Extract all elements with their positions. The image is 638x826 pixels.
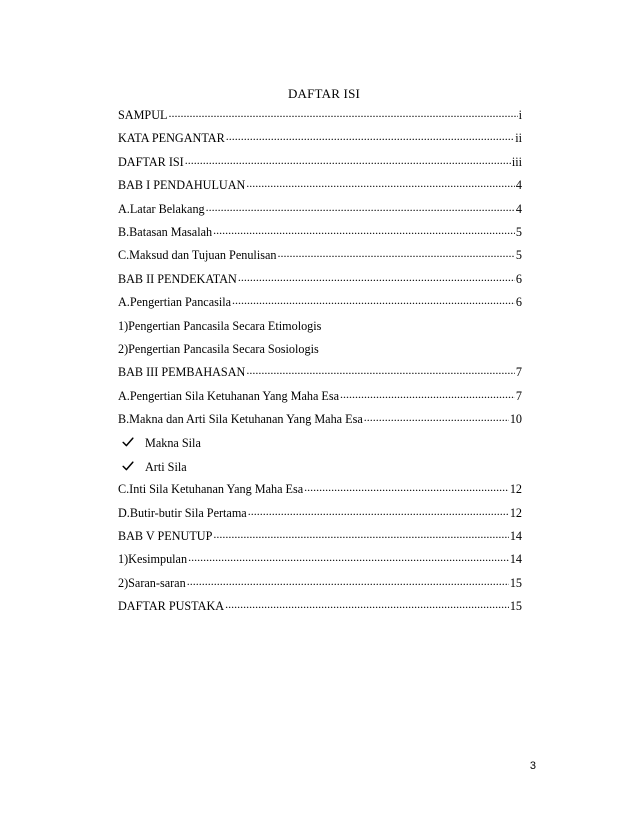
toc-entry-page: 14 — [509, 552, 522, 567]
toc-entry-label: 2)Saran-saran — [118, 575, 186, 590]
toc-entry-page: 12 — [509, 505, 522, 520]
toc-entry-page: 5 — [515, 248, 522, 263]
toc-entry-page: 7 — [515, 365, 522, 380]
toc-entry — [118, 319, 522, 342]
toc-leader-dots — [188, 553, 509, 563]
table-of-contents — [118, 108, 522, 623]
toc-leader-dots — [226, 132, 514, 142]
toc-entry — [118, 295, 522, 318]
toc-entry-label: 1)Kesimpulan — [118, 552, 188, 567]
toc-leader-dots — [187, 577, 509, 587]
toc-entry-label: Arti Sila — [145, 459, 187, 474]
toc-entry-label: D.Butir-butir Sila Pertama — [118, 505, 247, 520]
toc-entry-page: i — [518, 108, 522, 122]
toc-entry-label: C.Inti Sila Ketuhanan Yang Maha Esa — [118, 482, 304, 497]
page-number: 3 — [529, 760, 536, 772]
toc-entry — [118, 412, 522, 435]
toc-entry — [118, 389, 522, 412]
toc-entry — [118, 108, 522, 131]
toc-entry-page: 4 — [515, 178, 522, 193]
toc-entry-page: ii — [515, 131, 522, 146]
toc-entry — [118, 131, 522, 154]
toc-leader-dots — [213, 530, 508, 540]
toc-entry — [118, 342, 522, 365]
toc-entry-page: 12 — [509, 482, 522, 497]
toc-leader-dots — [213, 226, 515, 236]
toc-entry-page: 15 — [509, 575, 522, 590]
toc-entry-label: 2)Pengertian Pancasila Secara Sosiologis — [118, 341, 319, 356]
toc-entry-label: B.Makna dan Arti Sila Ketuhanan Yang Maha Esa — [118, 412, 363, 427]
toc-entry — [118, 576, 522, 599]
toc-leader-dots — [248, 507, 509, 517]
toc-entry-label: BAB I PENDAHULUAN — [118, 178, 246, 193]
toc-leader-dots — [168, 109, 517, 119]
toc-leader-dots — [304, 483, 509, 493]
toc-entry-label: A.Pengertian Sila Ketuhanan Yang Maha Esa — [118, 388, 340, 403]
toc-entry — [118, 155, 522, 178]
toc-entry — [118, 178, 522, 201]
toc-entry-label: A.Latar Belakang — [118, 201, 205, 216]
toc-entry-label: KATA PENGANTAR — [118, 131, 225, 146]
toc-entry-page: 15 — [509, 599, 522, 614]
toc-entry — [118, 459, 522, 482]
toc-leader-dots — [246, 366, 515, 376]
toc-leader-dots — [340, 390, 515, 400]
toc-entry-label: BAB II PENDEKATAN — [118, 271, 237, 286]
toc-entry — [118, 272, 522, 295]
toc-entry — [118, 552, 522, 575]
toc-leader-dots — [238, 273, 515, 283]
toc-entry — [118, 248, 522, 271]
toc-entry-page: 5 — [515, 224, 522, 239]
toc-entry-label: BAB V PENUTUP — [118, 529, 213, 544]
toc-entry-label: C.Maksud dan Tujuan Penulisan — [118, 248, 277, 263]
toc-entry — [118, 202, 522, 225]
toc-entry-label: 1)Pengertian Pancasila Secara Etimologis — [118, 318, 322, 333]
toc-leader-dots — [232, 296, 515, 306]
toc-leader-dots — [225, 600, 509, 610]
toc-entry-label: Makna Sila — [145, 436, 201, 451]
toc-entry-page: 7 — [515, 388, 522, 403]
toc-entry — [118, 435, 522, 458]
toc-leader-dots — [246, 179, 515, 189]
toc-entry-label: DAFTAR PUSTAKA — [118, 599, 225, 614]
toc-entry-page: 4 — [515, 201, 522, 216]
toc-entry — [118, 599, 522, 622]
toc-leader-dots — [277, 249, 514, 259]
toc-leader-dots — [364, 413, 509, 423]
toc-entry-page: 6 — [515, 295, 522, 310]
checkmark-icon — [122, 436, 134, 448]
toc-leader-dots — [206, 203, 515, 213]
toc-leader-dots — [185, 156, 511, 166]
toc-entry — [118, 506, 522, 529]
toc-entry — [118, 529, 522, 552]
toc-entry-label: DAFTAR ISI — [118, 154, 184, 169]
toc-entry — [118, 365, 522, 388]
toc-entry-label: A.Pengertian Pancasila — [118, 295, 232, 310]
toc-title: DAFTAR ISI — [287, 86, 361, 101]
toc-entry — [118, 482, 522, 505]
toc-entry-label: SAMPUL — [118, 108, 168, 122]
toc-entry-page: iii — [511, 154, 522, 169]
toc-entry-label: B.Batasan Masalah — [118, 224, 213, 239]
toc-entry — [118, 225, 522, 248]
checkmark-icon — [122, 460, 134, 472]
toc-entry-page: 10 — [509, 412, 522, 427]
toc-entry-page: 6 — [515, 271, 522, 286]
toc-entry-page: 14 — [509, 529, 522, 544]
toc-entry-label: BAB III PEMBAHASAN — [118, 365, 246, 380]
